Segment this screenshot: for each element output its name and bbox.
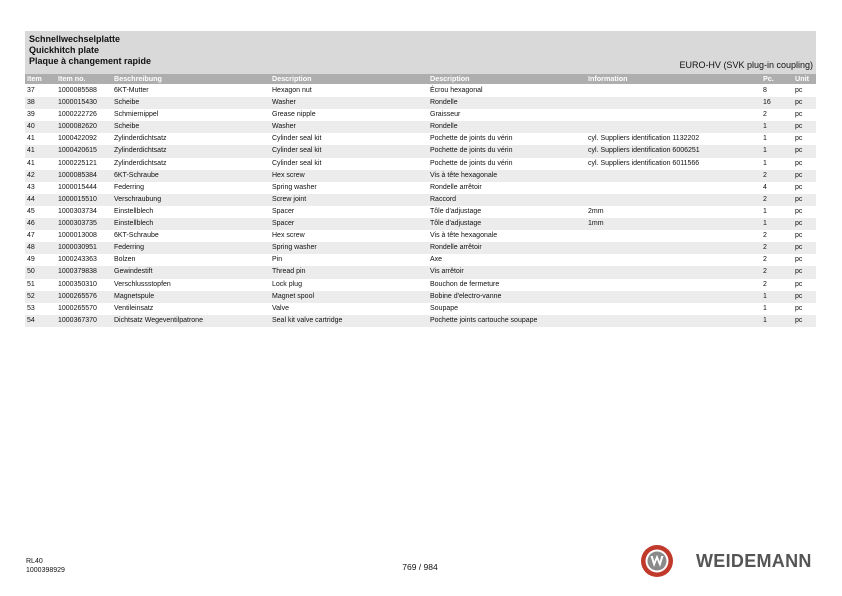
table-cell: Cylinder seal kit	[272, 135, 322, 143]
table-cell: Graisseur	[430, 111, 461, 119]
table-cell: 1000085384	[58, 171, 97, 179]
model-label: RL40	[26, 558, 43, 565]
page-number: 769 / 984	[402, 562, 438, 572]
table-row	[25, 230, 816, 242]
table-cell: Soupape	[430, 304, 459, 312]
table-cell: Washer	[272, 123, 296, 131]
brand-name: WEIDEMANN	[696, 551, 812, 571]
table-cell: Zylinderdichtsatz	[114, 147, 167, 155]
table-cell: 54	[27, 316, 35, 324]
table-cell: pc	[795, 207, 803, 215]
table-cell: 1	[763, 207, 767, 215]
table-cell: Schmiernippel	[114, 111, 159, 119]
table-row	[25, 145, 816, 157]
table-cell: 49	[27, 256, 35, 264]
table-cell: Rondelle	[430, 99, 458, 107]
table-cell: Écrou hexagonal	[430, 87, 483, 94]
table-cell: 51	[27, 280, 35, 288]
table-cell: pc	[795, 135, 803, 143]
table-cell: 1000243363	[58, 256, 97, 264]
table-cell: 41	[27, 159, 35, 167]
table-cell: Thread pin	[272, 268, 306, 276]
table-cell: 1	[763, 135, 767, 143]
table-cell: Einstellblech	[114, 207, 154, 215]
col-item: Item	[27, 74, 42, 83]
table-cell: 38	[27, 99, 35, 107]
table-cell: Vis à tête hexagonale	[430, 171, 498, 179]
table-row	[25, 218, 816, 230]
table-cell: Hex screw	[272, 171, 305, 179]
table-row	[25, 170, 816, 182]
table-cell: 1000222726	[58, 111, 97, 119]
table-cell: 48	[27, 244, 35, 252]
table-cell: 2	[763, 195, 767, 203]
table-row	[25, 182, 816, 194]
table-cell: pc	[795, 232, 803, 240]
table-cell: Raccord	[430, 195, 457, 203]
col-unit: Unit	[795, 74, 809, 83]
doc-number: 1000398929	[26, 567, 65, 574]
table-cell: 53	[27, 304, 35, 312]
table-cell: 2	[763, 268, 767, 276]
table-cell: 4	[763, 183, 767, 191]
table-cell: Pochette de joints du vérin	[430, 147, 513, 155]
table-row	[25, 194, 816, 206]
table-cell: 47	[27, 232, 35, 240]
table-cell: 1000015444	[58, 183, 97, 191]
table-cell: 1000303734	[58, 207, 97, 215]
table-cell: Spacer	[272, 220, 295, 228]
title-en: Quickhitch plate	[29, 45, 100, 55]
table-cell: 1000030951	[58, 244, 97, 252]
table-cell: 1000367370	[58, 316, 97, 324]
table-cell: 8	[763, 87, 767, 94]
table-cell: 2	[763, 280, 767, 288]
table-cell: 1000350310	[58, 280, 97, 288]
table-cell: Einstellblech	[114, 220, 154, 228]
table-cell: Cylinder seal kit	[272, 147, 322, 155]
table-cell: cyl. Suppliers identification 6011566	[588, 159, 700, 167]
table-row	[25, 291, 816, 303]
table-cell: 2	[763, 244, 767, 252]
table-cell: Ventileinsatz	[114, 304, 154, 312]
table-cell: Pochette de joints du vérin	[430, 135, 513, 143]
table-cell: Bouchon de fermeture	[430, 280, 500, 288]
table-cell: Spring washer	[272, 183, 317, 191]
table-row	[25, 315, 816, 327]
table-cell: Zylinderdichtsatz	[114, 159, 167, 167]
table-cell: 1000420615	[58, 147, 97, 155]
table-cell: 43	[27, 183, 35, 191]
title-fr: Plaque à changement rapide	[29, 56, 152, 66]
table-cell: 1000085588	[58, 87, 97, 94]
table-cell: Pochette de joints du vérin	[430, 159, 513, 167]
col-pc: Pc.	[763, 74, 774, 83]
table-cell: Federring	[114, 244, 144, 252]
table-cell: Axe	[430, 256, 443, 264]
table-cell: Bolzen	[114, 256, 136, 264]
table-cell: pc	[795, 183, 803, 191]
table-cell: 6KT-Schraube	[114, 232, 159, 240]
table-cell: 1000422092	[58, 135, 97, 143]
table-cell: 2	[763, 232, 767, 240]
table-cell: Washer	[272, 99, 296, 107]
table-cell: 2	[763, 256, 767, 264]
table-cell: 39	[27, 111, 35, 119]
col-description-fr: Description	[430, 74, 470, 83]
table-cell: 1000013008	[58, 232, 97, 240]
table-cell: 1000015510	[58, 195, 97, 203]
table-row	[25, 85, 816, 97]
table-cell: Magnet spool	[272, 292, 315, 300]
table-cell: pc	[795, 159, 803, 167]
table-cell: Spring washer	[272, 244, 317, 252]
table-cell: Vis à tête hexagonale	[430, 232, 498, 240]
table-row	[25, 121, 816, 133]
col-beschreibung: Beschreibung	[114, 74, 162, 83]
table-row	[25, 266, 816, 278]
table-cell: 50	[27, 268, 35, 276]
table-cell: 2mm	[588, 207, 604, 215]
table-cell: pc	[795, 304, 803, 312]
table-cell: cyl. Suppliers identification 6006251	[588, 147, 700, 155]
table-cell: Screw joint	[272, 195, 307, 203]
table-cell: pc	[795, 171, 803, 179]
table-cell: 42	[27, 171, 35, 179]
subtitle: EURO-HV (SVK plug-in coupling)	[679, 60, 813, 70]
table-cell: 37	[27, 87, 35, 94]
table-cell: 52	[27, 292, 35, 300]
table-row	[25, 279, 816, 291]
table-cell: 1	[763, 292, 767, 300]
table-row	[25, 206, 816, 218]
table-cell: 1000265570	[58, 304, 97, 312]
table-cell: pc	[795, 195, 803, 203]
table-cell: 1mm	[588, 220, 604, 228]
table-cell: 6KT-Schraube	[114, 171, 159, 179]
table-cell: cyl. Suppliers identification 1132202	[588, 135, 700, 143]
title-de: Schnellwechselplatte	[29, 34, 121, 44]
table-cell: Hex screw	[272, 232, 305, 240]
table-cell: Pochette joints cartouche soupape	[430, 316, 538, 324]
table-cell: 1000015430	[58, 99, 97, 107]
table-cell: 1000265576	[58, 292, 97, 300]
table-cell: 6KT-Mutter	[114, 87, 149, 94]
table-cell: Verschraubung	[114, 195, 162, 203]
table-row	[25, 254, 816, 266]
parts-table	[25, 85, 816, 327]
table-cell: 1000082620	[58, 123, 97, 131]
table-cell: pc	[795, 147, 803, 155]
table-cell: Rondelle arrêtoir	[430, 183, 482, 191]
table-cell: Zylinderdichtsatz	[114, 135, 167, 143]
table-cell: Seal kit valve cartridge	[272, 316, 343, 324]
table-cell: pc	[795, 99, 803, 107]
table-cell: Lock plug	[272, 280, 302, 288]
table-cell: pc	[795, 256, 803, 264]
table-cell: 1	[763, 147, 767, 155]
weidemann-logo-icon	[640, 544, 674, 578]
table-cell: Vis arrêtoir	[430, 268, 464, 276]
table-cell: Bobine d'electro-vanne	[430, 292, 502, 300]
table-cell: 41	[27, 147, 35, 155]
table-cell: Tôle d'adjustage	[430, 207, 482, 215]
table-cell: pc	[795, 220, 803, 228]
table-cell: Rondelle arrêtoir	[430, 244, 482, 252]
table-cell: 46	[27, 220, 35, 228]
table-row	[25, 97, 816, 109]
table-cell: Federring	[114, 183, 144, 191]
table-cell: Pin	[272, 256, 283, 264]
table-cell: Cylinder seal kit	[272, 159, 322, 167]
table-cell: 41	[27, 135, 35, 143]
table-cell: 1	[763, 316, 767, 324]
table-row	[25, 242, 816, 254]
table-cell: Scheibe	[114, 99, 140, 107]
table-cell: Tôle d'adjustage	[430, 220, 482, 228]
table-cell: pc	[795, 292, 803, 300]
table-cell: Spacer	[272, 207, 295, 215]
col-description-en: Description	[272, 74, 312, 83]
table-row	[25, 158, 816, 170]
table-cell: 1000379838	[58, 268, 97, 276]
table-cell: 1000303735	[58, 220, 97, 228]
table-cell: 2	[763, 111, 767, 119]
table-cell: Valve	[272, 304, 289, 312]
col-information: Information	[588, 74, 628, 83]
table-cell: pc	[795, 244, 803, 252]
table-cell: 1	[763, 304, 767, 312]
table-cell: Scheibe	[114, 123, 140, 131]
table-cell: 2	[763, 171, 767, 179]
table-cell: 1	[763, 220, 767, 228]
table-row	[25, 303, 816, 315]
table-cell: 45	[27, 207, 35, 215]
table-cell: 1000225121	[58, 159, 97, 167]
table-cell: Dichtsatz Wegeventilpatrone	[114, 316, 203, 324]
table-cell: 40	[27, 123, 35, 131]
table-cell: 1	[763, 159, 767, 167]
table-header	[25, 74, 816, 84]
col-item-no: Item no.	[58, 74, 86, 83]
table-cell: 44	[27, 195, 35, 203]
table-cell: Rondelle	[430, 123, 458, 131]
table-cell: 16	[763, 99, 771, 107]
table-cell: pc	[795, 123, 803, 131]
table-cell: Verschlussstopfen	[114, 280, 171, 288]
table-cell: pc	[795, 280, 803, 288]
table-row	[25, 109, 816, 121]
table-cell: Hexagon nut	[272, 87, 312, 94]
table-cell: pc	[795, 87, 803, 94]
table-cell: 1	[763, 123, 767, 131]
page-header	[25, 31, 816, 74]
table-cell: Gewindestift	[114, 268, 153, 276]
table-cell: pc	[795, 111, 803, 119]
table-cell: pc	[795, 316, 803, 324]
table-cell: Magnetspule	[114, 292, 155, 300]
table-row	[25, 133, 816, 145]
table-cell: pc	[795, 268, 803, 276]
table-cell: Grease nipple	[272, 111, 316, 119]
